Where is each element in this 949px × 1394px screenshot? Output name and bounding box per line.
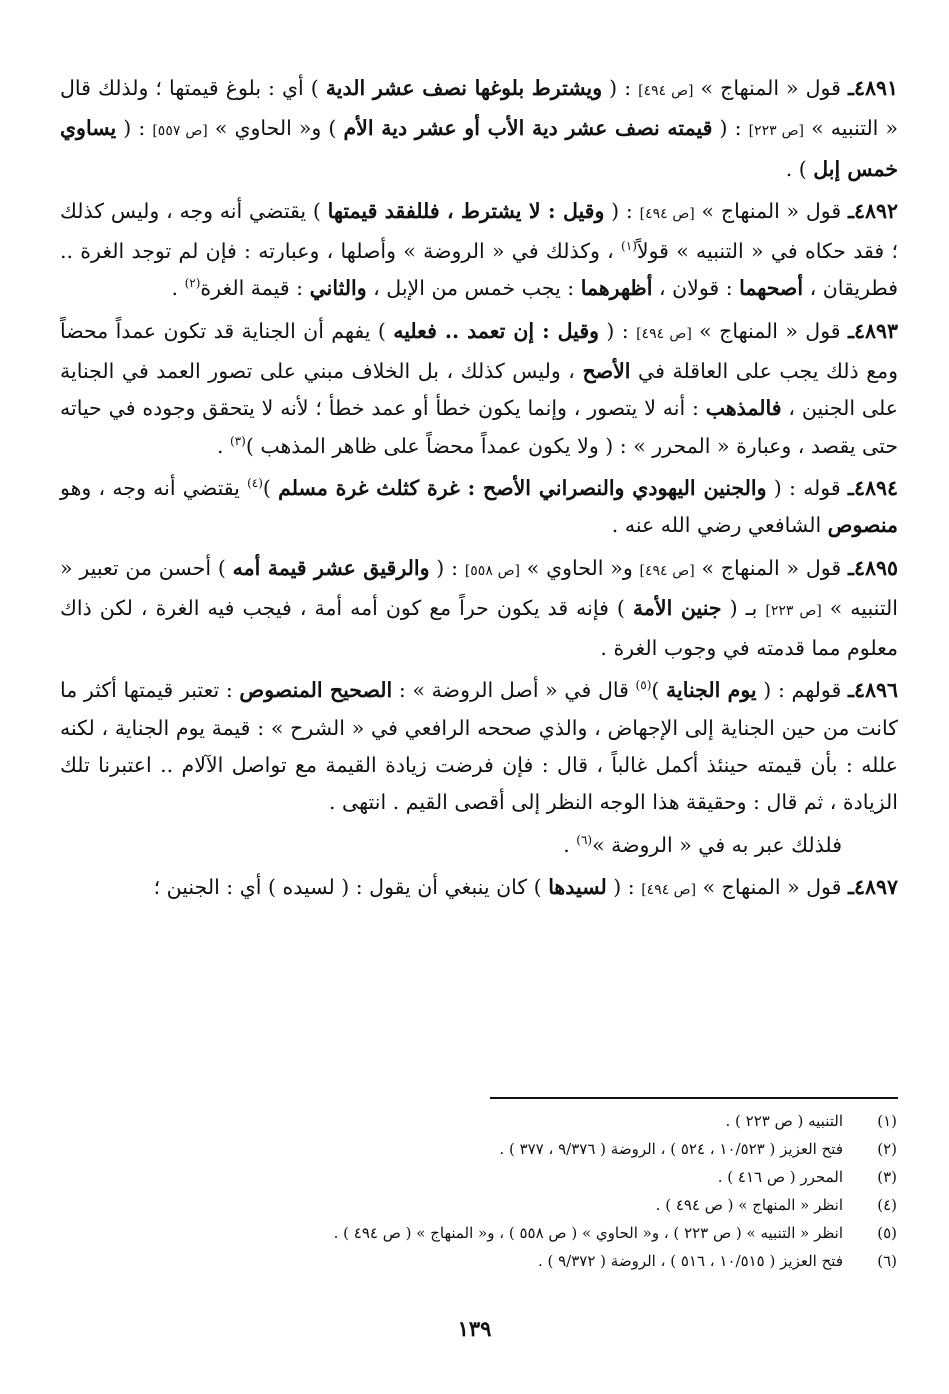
page-reference: [ص ٤٩٤] xyxy=(638,83,694,99)
text-run: ) و« الحاوي » xyxy=(207,116,344,141)
quoted-text: والرقيق عشر قيمة أمه xyxy=(232,555,430,580)
issue-number: ٤٨٩٤ـ xyxy=(847,475,898,500)
text-run: : ( xyxy=(429,555,465,580)
paragraph xyxy=(60,70,898,188)
footnote-marker: (٥) xyxy=(635,678,652,693)
page-reference: [ص ٢٢٣] xyxy=(765,602,822,619)
footnote-text: المحرر ( ص ٤١٦ ) . xyxy=(717,1168,843,1186)
text-run: ، وليس كذلك ، بل الخلاف مبني على تصور العمد في الجناية على الجنين ، xyxy=(60,359,898,421)
footnote-separator xyxy=(490,1097,898,1099)
footnote-text: فتح العزيز ( ١٠/٥١٥ ، ٥١٦ ) ، الروضة ( ٩/٣٧٢ ) . xyxy=(537,1252,843,1270)
page-reference: [ص ٥٥٧] xyxy=(152,123,208,140)
quoted-text: يساوي خمس إبل xyxy=(60,116,898,181)
footnote-text: فتح العزيز ( ١٠/٥٢٣ ، ٥٢٤ ) ، الروضة ( ٩/٣٧٦ ، ٣٧٧ ) . xyxy=(499,1140,843,1158)
footnote-number: (١) xyxy=(877,1112,897,1130)
page-reference: [ص ٥٥٨] xyxy=(464,562,520,579)
footnote-marker: (٣) xyxy=(229,433,246,448)
quoted-text: والثاني xyxy=(309,276,367,301)
text-run: : قولان ، xyxy=(652,276,740,301)
issue-number: ٤٨٩٥ـ xyxy=(847,555,899,580)
footnote xyxy=(57,1163,897,1191)
issue-number: ٤٨٩٣ـ xyxy=(847,318,899,343)
footnote xyxy=(57,1219,897,1247)
footnote-marker: (٢) xyxy=(184,276,201,291)
text-run: . xyxy=(171,276,185,301)
footnote xyxy=(57,1107,897,1135)
quoted-text: يوم الجناية xyxy=(666,678,757,703)
text-run: . xyxy=(216,433,230,458)
footnote-marker: (٦) xyxy=(576,832,593,847)
footnote-number: (٦) xyxy=(877,1252,897,1270)
footnote-number: (٣) xyxy=(877,1168,897,1186)
page-reference: [ص ٤٩٤] xyxy=(641,881,697,898)
text-run: قول « المنهاج » xyxy=(696,874,848,899)
quoted-text: وقيل : لا يشترط ، فللفقد قيمتها xyxy=(327,198,605,223)
text-run: ) يقتضي أنه وجه ، وليس كذلك ؛ فقد حكاه في « التنبيه » قولاً xyxy=(60,198,898,264)
issue-number: ٤٨٩٢ـ xyxy=(847,198,898,223)
paragraph xyxy=(60,550,898,668)
quoted-text: والجنين اليهودي والنصراني الأصح : غرة كثلث غرة مسلم xyxy=(278,475,767,500)
text-run: : ( xyxy=(599,318,637,343)
quoted-text: أظهرهما xyxy=(580,276,653,301)
text-run: قول « المنهاج » xyxy=(693,76,848,100)
page-number: ١٣٩ xyxy=(457,1316,492,1341)
footnote-number: (٥) xyxy=(877,1224,897,1242)
text-run: فلذلك عبر به في « الروضة » xyxy=(592,832,842,857)
quoted-text: أصحهما xyxy=(739,276,804,301)
footnote-number: (٤) xyxy=(877,1196,897,1214)
paragraph xyxy=(60,672,898,821)
text-run: ) xyxy=(262,475,279,500)
text-run: ) كان ينبغي أن يقول : ( لسيده ) أي : الجنين ؛ xyxy=(153,874,549,899)
quoted-text: جنين الأمة xyxy=(632,595,722,620)
page-reference: [ص ٤٩٤] xyxy=(636,325,692,342)
quoted-text: ويشترط بلوغها نصف عشر الدية xyxy=(325,76,603,100)
footnote-text: انظر « المنهاج » ( ص ٤٩٤ ) . xyxy=(655,1196,843,1214)
text-run: الشافعي رضي الله عنه . xyxy=(611,513,828,538)
page-reference: [ص ٤٩٤] xyxy=(639,205,695,222)
text-run: قولهم : ( xyxy=(756,678,848,703)
text-run: و« الحاوي » xyxy=(519,555,640,580)
footnote-text: انظر « التنبيه » ( ص ٢٢٣ ) ، و« الحاوي » ( ص ٥٥٨ ) ، و« المنهاج » ( ص ٤٩٤ ) . xyxy=(333,1224,843,1242)
text-run: ) xyxy=(651,678,667,703)
text-run: قال في « أصل الروضة » : xyxy=(392,678,636,703)
text-run: : ( xyxy=(116,116,153,141)
text-run: : يجب خمس من الإبل ، xyxy=(366,276,581,301)
text-run: : ( xyxy=(602,76,639,100)
text-run: قول « المنهاج » xyxy=(691,318,848,343)
text-run: ، وكذلك في « الروضة » وأصلها ، وعبارته : فإن لم توجد الغرة .. فطريقان ، xyxy=(60,239,898,301)
text-run: : ( xyxy=(604,198,640,223)
text-run: : ( xyxy=(606,874,642,899)
text-run: ) . xyxy=(785,156,814,181)
quoted-text: الصحيح المنصوص xyxy=(239,678,393,703)
text-run: ) أي : بلوغ قيمتها ؛ ولذلك قال « التنبيه » xyxy=(60,76,898,141)
main-text xyxy=(60,70,898,914)
paragraph xyxy=(60,869,898,909)
paragraph xyxy=(60,470,898,545)
quoted-text: منصوص xyxy=(827,513,898,538)
paragraph xyxy=(60,827,898,864)
issue-number: ٤٨٩٦ـ xyxy=(847,678,899,703)
issue-number: ٤٨٩٧ـ xyxy=(847,874,898,899)
footnote xyxy=(57,1191,897,1219)
text-run: قول « المنهاج » xyxy=(694,555,848,580)
footnotes xyxy=(57,1107,897,1275)
footnote xyxy=(57,1135,897,1163)
text-run: : قيمة الغرة xyxy=(200,276,310,301)
text-run: يقتضي أنه وجه ، وهو xyxy=(60,475,248,500)
quoted-text: لسيدها xyxy=(548,874,607,899)
issue-number: ٤٨٩١ـ xyxy=(847,76,899,100)
page-reference: [ص ٢٢٣] xyxy=(748,123,805,140)
quoted-text: فالمذهب xyxy=(705,396,782,421)
paragraph xyxy=(60,313,898,465)
page-reference: [ص ٤٩٤] xyxy=(639,562,695,579)
text-run: قوله : ( xyxy=(766,475,848,500)
text-run: . xyxy=(563,832,577,857)
text-run: ) فإنه قد يكون حراً مع كون أمه أمة ، فيجب فيه الغرة ، لكن ذاك معلوم مما قدمته في وجوب الغرة . xyxy=(60,595,898,661)
footnote-marker: (٤) xyxy=(247,476,263,491)
quoted-text: وقيل : إن تعمد .. فعليه xyxy=(393,318,600,343)
text-run: بـ ( xyxy=(721,595,766,620)
footnote-marker: (١) xyxy=(621,239,637,254)
text-run: : أنه لا يتصور ، وإنما يكون خطأ أو عمد خطأ ؛ لأنه لا يتحقق وجوده في حياته حتى يقصد ، وعبارة « المحرر » : ( ولا يكون عمداً محضاً على ظاهر المذهب ) xyxy=(60,396,898,458)
footnote-number: (٢) xyxy=(877,1140,897,1158)
paragraph xyxy=(60,193,898,308)
text-run: قول « المنهاج » xyxy=(694,198,848,223)
footnote xyxy=(57,1247,897,1275)
text-run: ) أحسن من تعبير « التنبيه » xyxy=(60,555,898,620)
text-run: : ( xyxy=(712,116,749,141)
quoted-text: الأصح xyxy=(582,359,631,384)
text-run: ) يفهم أن الجناية قد تكون عمداً محضاً ومع ذلك يجب على العاقلة في xyxy=(60,318,898,384)
text-run: : تعتبر قيمتها أكثر ما كانت من حين الجناية إلى الإجهاض ، والذي صححه الرافعي في « الشرح » : قيمة يوم الجناية ، لكنه علله : بأن قيمته حينئذ أكمل غالباً ، قال : فإن فرضت زيادة القيمة مع تواصل الآلام .. اعتبرنا تلك الزيادة ، ثم قال : وحقيقة هذا الوجه النظر إلى أقصى القيم . انتهى . xyxy=(60,678,898,815)
footnote-text: التنبيه ( ص ٢٢٣ ) . xyxy=(725,1112,843,1130)
quoted-text: قيمته نصف عشر دية الأب أو عشر دية الأم xyxy=(343,116,713,141)
